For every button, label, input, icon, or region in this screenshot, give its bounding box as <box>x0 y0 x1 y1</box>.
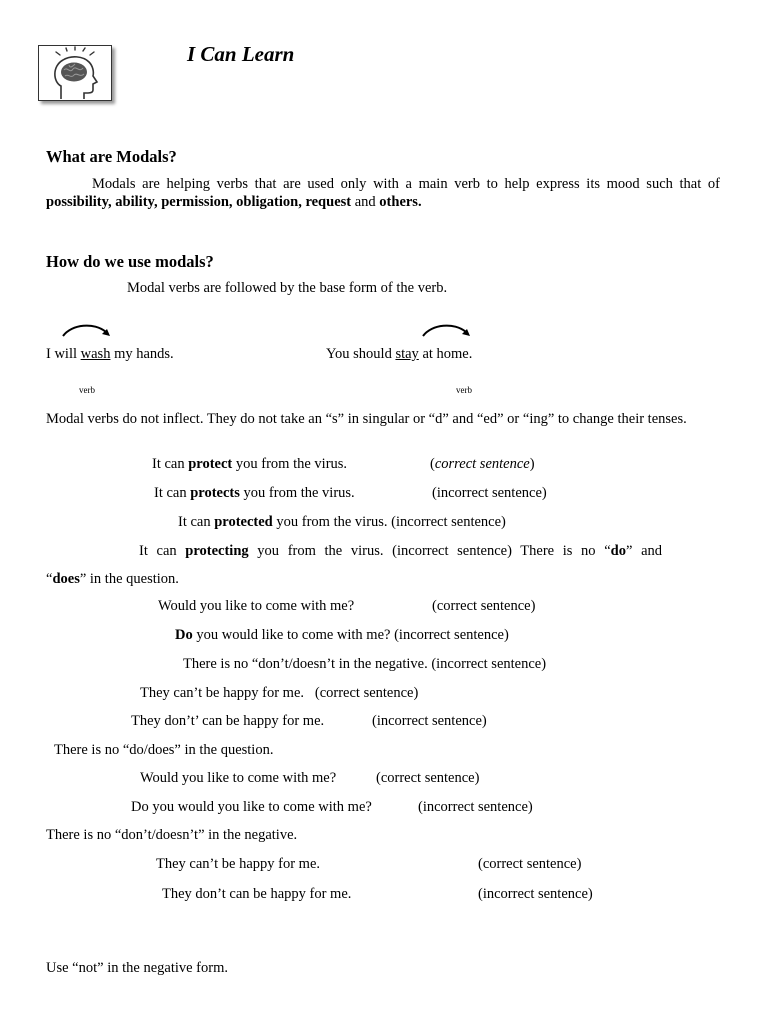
example-line: It can protects you from the virus. <box>154 485 355 501</box>
example2-after: at home. <box>418 346 473 362</box>
definition-and: and <box>354 194 376 210</box>
example-line: Would you like to come with me? <box>158 598 355 614</box>
example-line: They can’t be happy for me. <box>156 856 321 872</box>
example-line: It can protecting you from the virus. (incorrect sentence) There is no “do” and <box>139 543 663 559</box>
sentence-note: (correct sentence) <box>478 856 582 872</box>
example-line: They can’t be happy for me. (correct sentence) <box>140 685 419 701</box>
page-title: I Can Learn <box>187 42 295 66</box>
example-line: “does” in the question. <box>46 571 179 587</box>
example-sentence-2 <box>326 346 472 363</box>
sentence-note: (incorrect sentence) <box>418 799 533 815</box>
head-with-brain-icon <box>39 46 111 100</box>
example2-before: You should <box>326 346 396 362</box>
example-line: There is no “don’t/doesn’t in the negative. (incorrect sentence) <box>183 656 547 672</box>
example-sentence-1 <box>46 346 174 363</box>
section-heading-what-are-modals: What are Modals? <box>46 147 177 166</box>
sentence-note: (incorrect sentence) <box>432 485 547 501</box>
example1-verb: wash <box>80 346 111 362</box>
sentence-note: (correct sentence) <box>376 770 480 786</box>
example-line: Do you would you like to come with me? <box>131 799 372 815</box>
definition-bold-list: possibility, ability, permission, obligation, request <box>46 194 352 210</box>
example-line: They don’t can be happy for me. <box>162 886 352 902</box>
example-line: Do you would like to come with me? (incorrect sentence) <box>175 627 509 643</box>
curved-arrow-icon <box>60 322 112 338</box>
example-line: It can protected you from the virus. (incorrect sentence) <box>178 514 506 530</box>
logo <box>38 45 112 101</box>
base-form-rule: Modal verbs are followed by the base form of the verb. <box>127 280 448 296</box>
rule-line: Use “not” in the negative form. <box>46 960 228 976</box>
example-line: It can protect you from the virus. <box>152 456 348 472</box>
sentence-note: (correct sentence) <box>430 456 535 472</box>
verb-label-2: verb <box>456 385 472 395</box>
example1-before: I will <box>46 346 81 362</box>
example2-verb: stay <box>395 346 419 362</box>
rule-line: There is no “don’t/doesn’t” in the negative. <box>46 827 298 843</box>
definition-text: Modals are helping verbs that are used only with a main verb to help express its mood such that of <box>92 176 720 192</box>
example-line: They don’t’ can be happy for me. <box>131 713 325 729</box>
modals-definition-paragraph <box>46 175 720 211</box>
rule-line: There is no “do/does” in the question. <box>54 742 274 758</box>
section-heading-how-do-we-use-modals: How do we use modals? <box>46 252 214 271</box>
curved-arrow-icon <box>420 322 472 338</box>
verb-label-1: verb <box>79 385 95 395</box>
definition-bold-others: others. <box>379 194 422 210</box>
sentence-note: (incorrect sentence) <box>478 886 593 902</box>
sentence-note: (incorrect sentence) <box>372 713 487 729</box>
example1-after: my hands. <box>110 346 174 362</box>
inflect-rule-paragraph: Modal verbs do not inflect. They do not take an “s” in singular or “d” and “ed” or “ing” to change their tenses. <box>46 411 687 427</box>
sentence-note: (correct sentence) <box>432 598 536 614</box>
example-line: Would you like to come with me? <box>140 770 337 786</box>
